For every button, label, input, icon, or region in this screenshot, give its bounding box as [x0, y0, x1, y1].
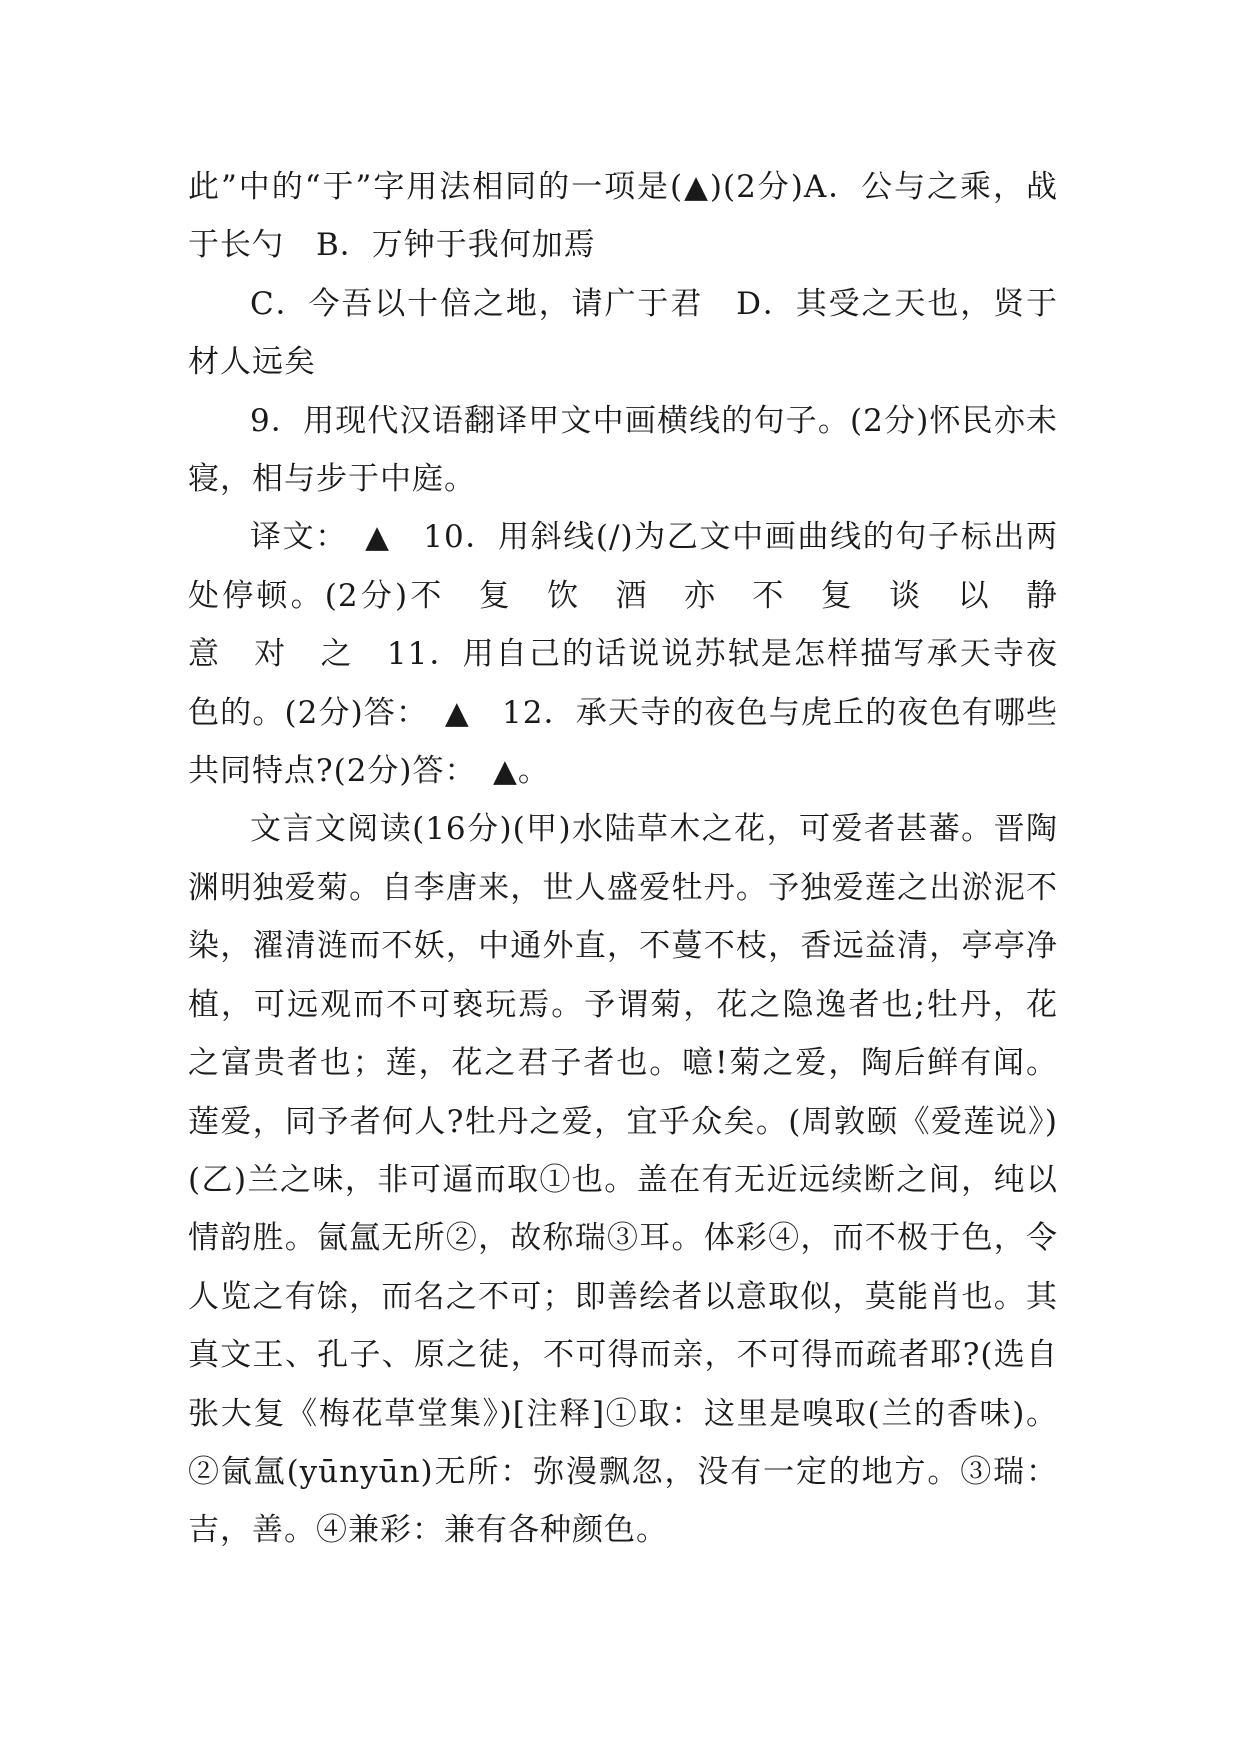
paragraph-classical-reading: 文言文阅读(16分)(甲)水陆草木之花，可爱者甚蕃。晋陶渊明独爱菊。自李唐来，世人盛爱牡丹。予独爱莲之出淤泥不染，濯清涟而不妖，中通外直，不蔓不枝，香远益清，亭亭净植，可远观而不可亵玩焉。予谓菊，花之隐逸者也;牡丹，花之富贵者也；莲，花之君子者也。噫!菊之爱，陶后鲜有闻。莲爱，同予者何人?牡丹之爱，宜乎众矣。(周敦颐《爱莲说》)(乙)兰之味，非可逼而取①也。盖在有无近远续断之间，纯以情韵胜。氤氲无所②，故称瑞③耳。体彩④，而不极于色，令人览之有馀，而名之不可；即善绘者以意取似，莫能肖也。其真文王、孔子、原之徒，不可得而亲，不可得而疏者耶?(选自张大复《梅花草堂集》)[注释]①取：这里是嗅取(兰的香味)。②氤氲(yūnyūn)无所：弥漫飘忽，没有一定的地方。③瑞：吉，善。④兼彩：兼有各种颜色。 — [188, 811, 1058, 1549]
paragraph-questions-10-12: 译文： ▲ 10．用斜线(/)为乙文中画曲线的句子标出两处停顿。(2分)不 复 饮 酒 亦 不 复 谈 以 静 意 对 之 11．用自己的话说说苏轼是怎样描写承天寺夜色的。(2分)答： ▲ 12．承天寺的夜色与虎丘的夜色有哪些共同特点?(2分)答： ▲。 — [188, 519, 1090, 790]
document-body — [188, 158, 1090, 1560]
paragraph-options-c-d: C．今吾以十倍之地，请广于君 D．其受之天也，贤于材人远矣 — [188, 285, 1058, 381]
paragraph-question-8-options: 此”中的“于”字用法相同的一项是(▲)(2分)A．公与之乘，战于长勺 B．万钟于我何加焉 — [188, 169, 1058, 264]
paragraph-question-9: 9．用现代汉语翻译甲文中画横线的句子。(2分)怀民亦未寝，相与步于中庭。 — [188, 402, 1058, 498]
